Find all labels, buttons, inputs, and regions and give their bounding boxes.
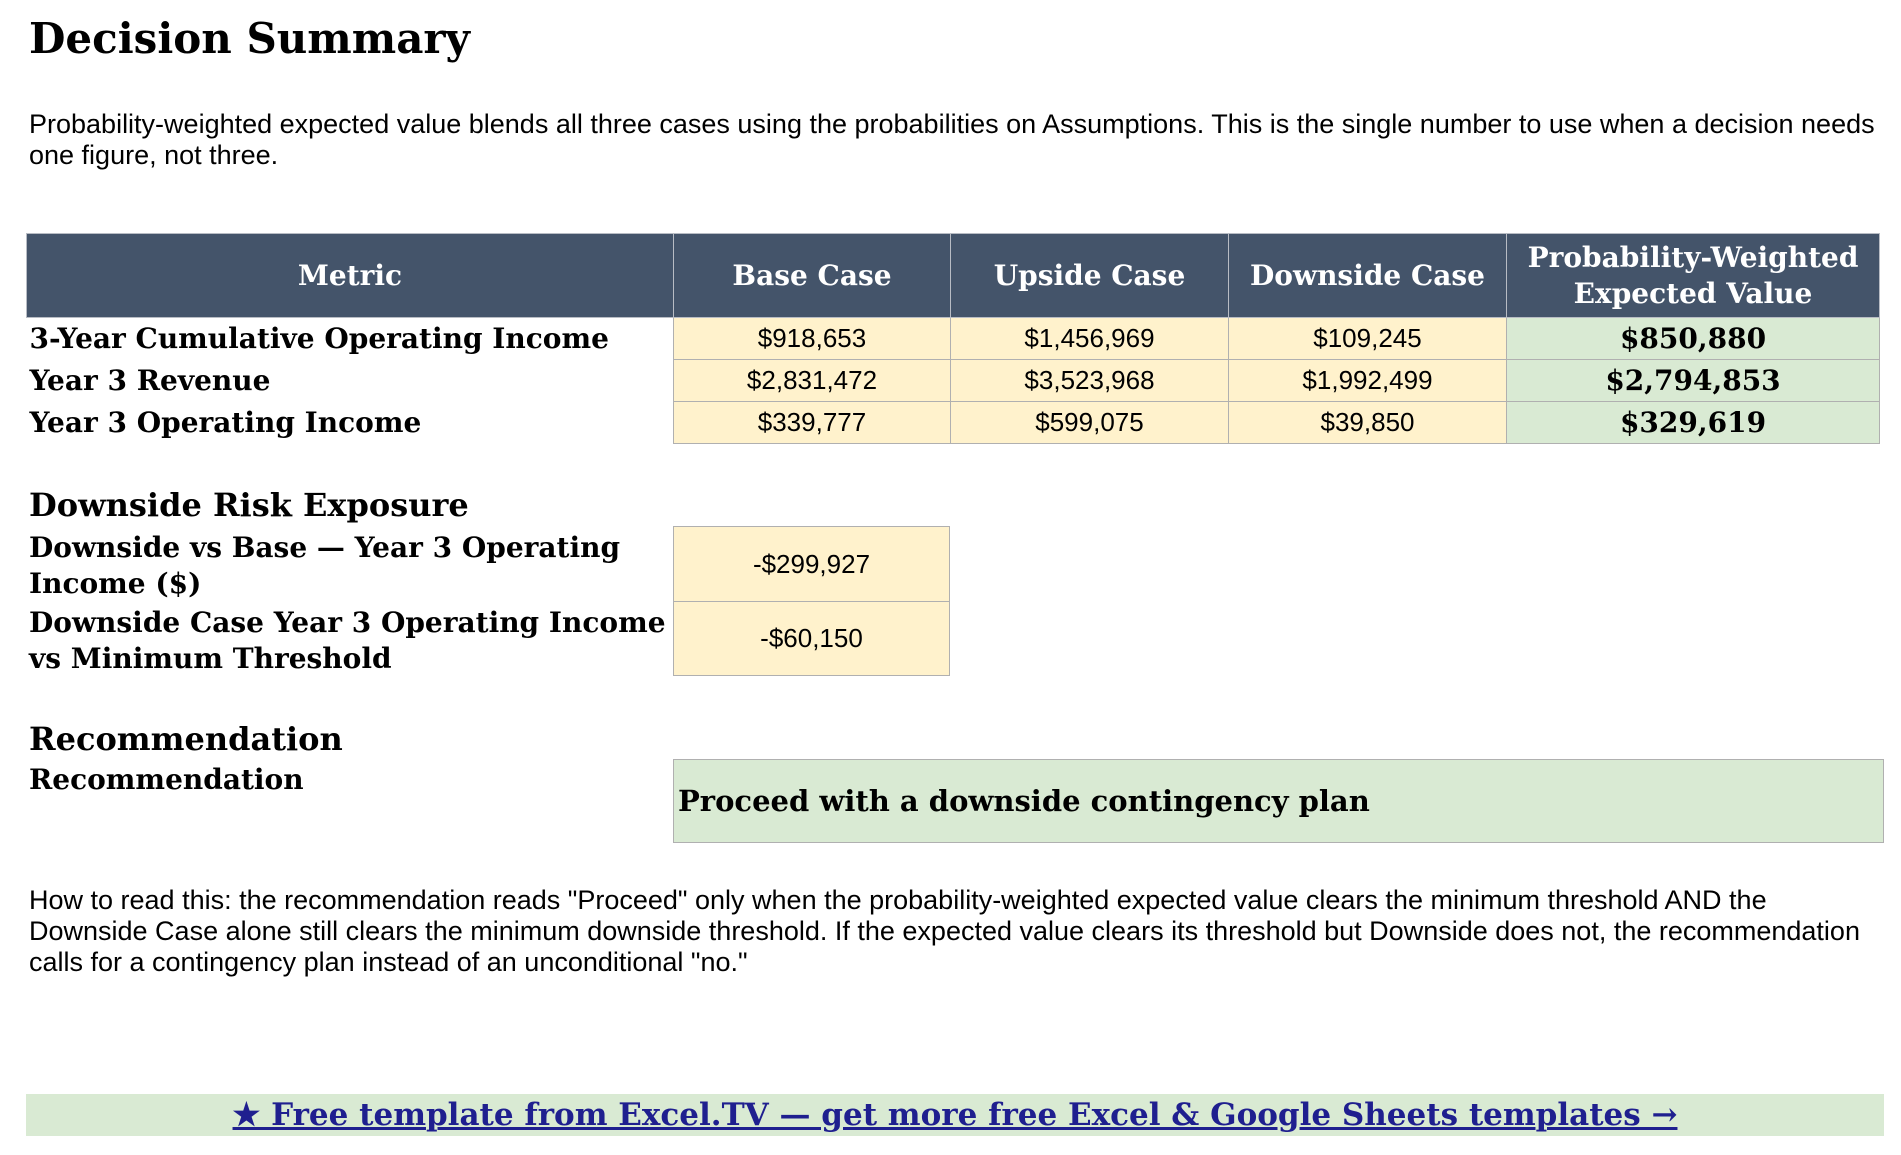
upside-case-cell[interactable]: $3,523,968 [951,360,1229,402]
metric-label: 3-Year Cumulative Operating Income [27,318,674,360]
risk-value-vs-threshold[interactable]: -$60,150 [673,601,950,676]
downside-case-cell[interactable]: $39,850 [1229,402,1507,444]
promo-banner [26,1094,1884,1136]
upside-case-cell[interactable]: $599,075 [951,402,1229,444]
table-row [27,360,1880,402]
base-case-cell[interactable]: $918,653 [674,318,951,360]
downside-case-cell[interactable]: $1,992,499 [1229,360,1507,402]
recommendation-label: Recommendation [29,763,304,796]
upside-case-cell[interactable]: $1,456,969 [951,318,1229,360]
header-metric: Metric [27,234,674,318]
expected-value-cell[interactable]: $329,619 [1507,402,1880,444]
base-case-cell[interactable]: $2,831,472 [674,360,951,402]
scenario-summary-table [26,233,1880,444]
table-row [27,318,1880,360]
recommendation-section-title: Recommendation [29,720,343,758]
header-upside-case: Upside Case [951,234,1229,318]
table-header-row [27,234,1880,318]
excel-tv-link[interactable]: ★ Free template from Excel.TV — get more free Excel & Google Sheets templates → [232,1097,1678,1133]
recommendation-value[interactable]: Proceed with a downside contingency plan [673,759,1884,843]
header-base-case: Base Case [674,234,951,318]
risk-label-vs-threshold: Downside Case Year 3 Operating Income vs Minimum Threshold [29,606,666,675]
risk-section-title: Downside Risk Exposure [29,486,469,524]
table-row [27,402,1880,444]
metric-label: Year 3 Operating Income [27,402,674,444]
base-case-cell[interactable]: $339,777 [674,402,951,444]
how-to-read-text: How to read this: the recommendation reads "Proceed" only when the probability-weighted expected value clears the minimum threshold AND the Downside Case alone still clears the minimum downside threshold. If the expected value clears its threshold but Downside does not, the recommendation calls for a contingency plan instead of an unconditional "no." [29,885,1860,977]
downside-case-cell[interactable]: $109,245 [1229,318,1507,360]
page-title: Decision Summary [29,14,470,63]
intro-text: Probability-weighted expected value blends all three cases using the probabilities on Assumptions. This is the single number to use when a decision needs one figure, not three. [29,109,1875,170]
risk-label-vs-base: Downside vs Base — Year 3 Operating Income ($) [29,531,621,600]
risk-value-vs-base[interactable]: -$299,927 [673,526,950,602]
expected-value-cell[interactable]: $850,880 [1507,318,1880,360]
header-downside-case: Downside Case [1229,234,1507,318]
expected-value-cell[interactable]: $2,794,853 [1507,360,1880,402]
header-expected-value: Probability-Weighted Expected Value [1507,234,1880,318]
metric-label: Year 3 Revenue [27,360,674,402]
